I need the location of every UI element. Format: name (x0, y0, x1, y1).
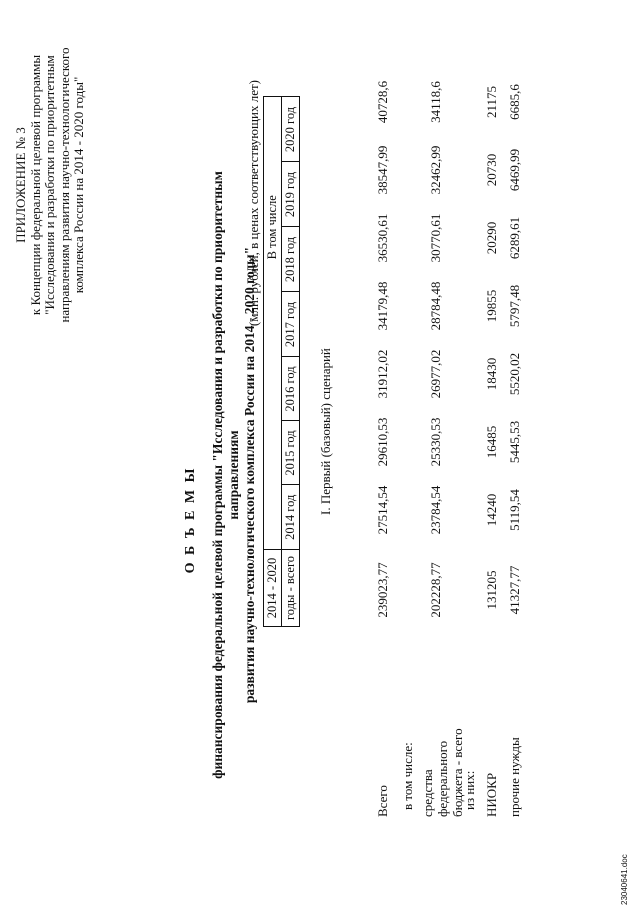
appendix-block (14, 35, 87, 335)
cell-value: 20730 (484, 153, 499, 187)
header-spacer (264, 357, 282, 421)
appendix-title: ПРИЛОЖЕНИЕ № 3 (13, 127, 28, 243)
appendix-line: направлениям развития научно-технологического (56, 47, 72, 323)
year-header: 2016 год (282, 357, 300, 421)
year-header: 2014 год (282, 485, 300, 550)
cell-value: 5119,54 (507, 489, 522, 531)
cell-value: 26977,02 (428, 349, 443, 399)
subtitle-line: финансирования федеральной целевой программы "Исследования и разработки по приоритетным направлениям (210, 171, 241, 779)
cell-value: 36530,61 (375, 213, 390, 263)
cell-value: 5445,53 (507, 420, 522, 464)
cell-value: 32462,99 (428, 145, 443, 195)
cell-value: 30770,61 (428, 213, 443, 263)
header-spacer (264, 485, 282, 550)
cell-value: 34118,6 (428, 81, 443, 123)
year-header: 2019 год (282, 162, 300, 227)
cell-value: 25330,53 (428, 417, 443, 467)
cell-total: 202228,77 (428, 562, 443, 618)
year-header: 2015 год (282, 421, 300, 485)
cell-value: 16485 (484, 425, 499, 459)
appendix-line: "Исследования и разработки по приоритетным (42, 55, 57, 315)
cell-value: 5797,48 (507, 284, 522, 328)
cell-value: 6685,6 (507, 84, 522, 120)
period-header-total: годы - всего (282, 550, 300, 627)
document-reference: 23040641.doc (620, 854, 629, 905)
row-label-federal: средства федерального бюджета - всего (420, 728, 465, 817)
cell-value: 29610,53 (375, 417, 390, 467)
cell-value: 18430 (484, 357, 499, 391)
page-title: О Б Ъ Е М Ы (183, 466, 198, 574)
header-spacer (264, 421, 282, 485)
appendix-line: к Концепции федеральной целевой программы (27, 54, 43, 316)
row-label-total: Всего (375, 785, 390, 817)
financing-table-header (263, 97, 300, 628)
subtitle-line: развития научно-технологического комплекса России на 2014 - 2020 годы" (242, 246, 257, 704)
cell-value: 28784,48 (428, 281, 443, 331)
cell-total: 239023,77 (375, 562, 390, 618)
cell-value: 6469,99 (507, 148, 522, 192)
year-header: 2018 год (282, 227, 300, 292)
cell-value: 38547,99 (375, 145, 390, 195)
cell-value: 27514,54 (375, 485, 390, 535)
cell-total: 41327,77 (507, 565, 522, 615)
appendix-line: комплекса России на 2014 - 2020 годы" (71, 76, 86, 294)
year-header: 2020 год (282, 97, 300, 162)
cell-value: 20290 (484, 221, 499, 255)
period-header: 2014 - 2020 (264, 550, 282, 627)
cell-value: 21175 (484, 85, 499, 119)
cell-value: 19855 (484, 289, 499, 323)
year-header: 2017 год (282, 292, 300, 357)
including-header: В том числе (264, 97, 282, 357)
row-label-of-which: из них: (462, 770, 477, 810)
cell-total: 131205 (484, 570, 499, 610)
row-label-other: прочие нужды (507, 737, 522, 817)
cell-value: 5520,02 (507, 352, 522, 396)
cell-value: 34179,48 (375, 281, 390, 331)
cell-value: 40728,6 (375, 80, 390, 124)
cell-value: 6289,61 (507, 216, 522, 260)
row-label-niokr: НИОКР (484, 772, 499, 817)
cell-value: 14240 (484, 493, 499, 527)
cell-value: 23784,54 (428, 485, 443, 535)
scenario-heading: I. Первый (базовый) сценарий (318, 348, 333, 515)
row-label-including: в том числе: (400, 742, 415, 810)
cell-value: 31912,02 (375, 349, 390, 399)
units-note: (млн. рублей, в ценах соответствующих лет) (246, 80, 261, 327)
